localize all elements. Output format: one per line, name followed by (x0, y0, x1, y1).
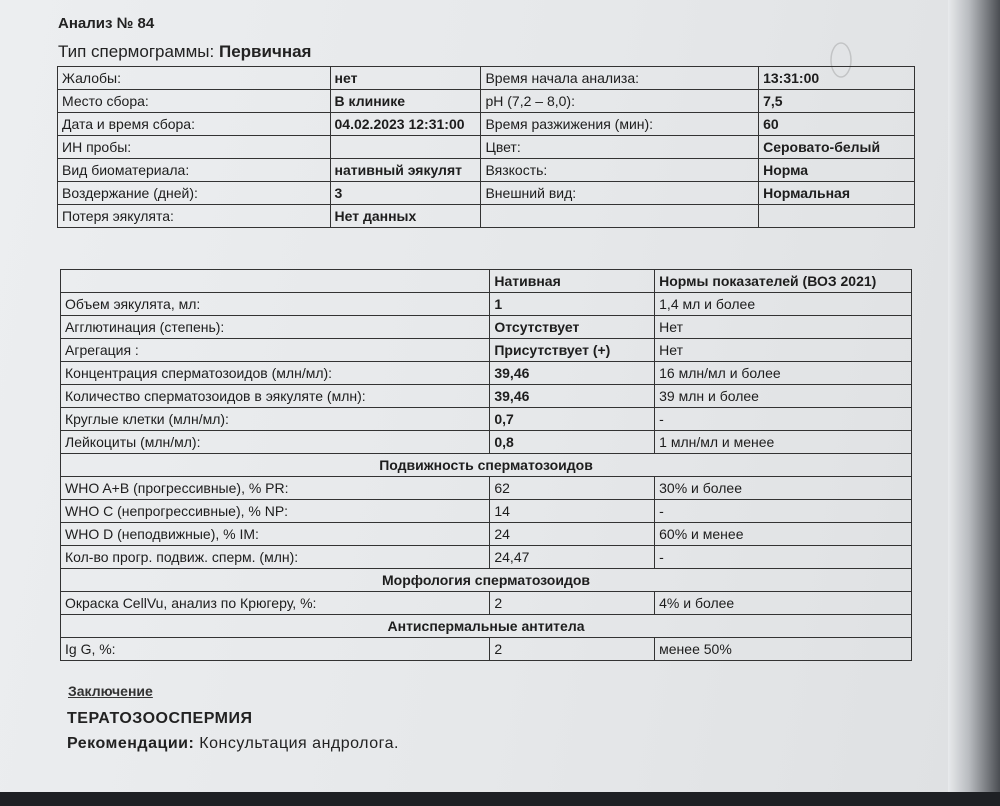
table-cell: WHO A+B (прогрессивные), % PR: (61, 477, 490, 500)
page-edge-shadow (948, 0, 1000, 806)
section-antibodies: Антиспермальные антитела (61, 615, 912, 638)
section-motility: Подвижность сперматозоидов (61, 454, 912, 477)
table-cell: Внешний вид: (481, 182, 759, 205)
table-cell: 7,5 (759, 90, 915, 113)
table-cell: менее 50% (655, 638, 912, 661)
table-cell: 24,47 (490, 546, 655, 569)
table-cell: Время разжижения (мин): (481, 113, 759, 136)
table-row (58, 182, 915, 205)
table-row (58, 113, 915, 136)
table-cell: Нет данных (330, 205, 481, 228)
info-table (57, 66, 915, 228)
table-cell: нативный эякулят (330, 159, 481, 182)
table-cell: Жалобы: (58, 67, 331, 90)
table-cell: 16 млн/мл и более (655, 362, 912, 385)
table-cell: Вязкость: (481, 159, 759, 182)
analysis-title: Анализ № 84 (58, 15, 155, 32)
table-cell: нет (330, 67, 481, 90)
table-row (58, 90, 915, 113)
table-cell: 39 млн и более (655, 385, 912, 408)
table-cell: pH (7,2 – 8,0): (481, 90, 759, 113)
table-cell: Цвет: (481, 136, 759, 159)
table-cell: Отсутствует (490, 316, 655, 339)
table-cell: Объем эякулята, мл: (61, 293, 490, 316)
table-cell: Воздержание (дней): (58, 182, 331, 205)
table-cell: Нет (655, 339, 912, 362)
table-cell: Присутствует (+) (490, 339, 655, 362)
results-table (60, 269, 912, 661)
table-cell: 4% и более (655, 592, 912, 615)
table-cell: - (655, 500, 912, 523)
table-cell: - (655, 546, 912, 569)
table-cell: 60% и менее (655, 523, 912, 546)
table-row (58, 205, 915, 228)
table-cell: 0,8 (490, 431, 655, 454)
section-morphology: Морфология сперматозоидов (61, 569, 912, 592)
table-cell: 39,46 (490, 362, 655, 385)
table-row (61, 385, 912, 408)
table-row (61, 408, 912, 431)
table-cell: Дата и время сбора: (58, 113, 331, 136)
table-cell: 1 (490, 293, 655, 316)
desk-background (0, 792, 1000, 806)
table-cell: 24 (490, 523, 655, 546)
spermogram-type (58, 42, 311, 62)
table-row (61, 500, 912, 523)
table-cell: Концентрация сперматозоидов (млн/мл): (61, 362, 490, 385)
col-native-header: Нативная (490, 270, 655, 293)
rec-value: Консультация андролога. (199, 735, 399, 752)
table-row (61, 339, 912, 362)
table-cell (330, 136, 481, 159)
table-cell: Вид биоматериала: (58, 159, 331, 182)
table-cell: 3 (330, 182, 481, 205)
table-cell: Кол-во прогр. подвиж. сперм. (млн): (61, 546, 490, 569)
recommendations (67, 735, 399, 753)
table-cell: 62 (490, 477, 655, 500)
section-morphology-row (61, 569, 912, 592)
table-cell: Лейкоциты (млн/мл): (61, 431, 490, 454)
table-cell: 2 (490, 592, 655, 615)
table-row (61, 592, 912, 615)
table-row (61, 546, 912, 569)
table-cell: Агрегация : (61, 339, 490, 362)
table-cell: В клинике (330, 90, 481, 113)
section-motility-row (61, 454, 912, 477)
table-row (61, 431, 912, 454)
table-cell: Окраска CellVu, анализ по Крюгеру, %: (61, 592, 490, 615)
table-row (58, 136, 915, 159)
table-cell: Место сбора: (58, 90, 331, 113)
table-cell: 2 (490, 638, 655, 661)
rec-label: Рекомендации: (67, 735, 195, 752)
table-cell: Серовато-белый (759, 136, 915, 159)
table-cell: Количество сперматозоидов в эякуляте (млн): (61, 385, 490, 408)
table-cell: Норма (759, 159, 915, 182)
table-row (61, 638, 912, 661)
conclusion-heading: Заключение (68, 683, 153, 699)
diagnosis: ТЕРАТОЗООСПЕРМИЯ (67, 710, 253, 727)
table-cell: Время начала анализа: (481, 67, 759, 90)
table-cell: 1,4 мл и более (655, 293, 912, 316)
table-cell: 14 (490, 500, 655, 523)
table-cell: Круглые клетки (млн/мл): (61, 408, 490, 431)
table-cell: Нормальная (759, 182, 915, 205)
results-header-row (61, 270, 912, 293)
col-norms-header: Нормы показателей (ВОЗ 2021) (655, 270, 912, 293)
table-cell: Агглютинация (степень): (61, 316, 490, 339)
table-cell (481, 205, 759, 228)
section-antibodies-row (61, 615, 912, 638)
table-cell: WHO C (непрогрессивные), % NP: (61, 500, 490, 523)
table-cell: 13:31:00 (759, 67, 915, 90)
table-cell: 60 (759, 113, 915, 136)
table-row (61, 316, 912, 339)
table-cell: 30% и более (655, 477, 912, 500)
table-row (61, 362, 912, 385)
table-cell: Ig G, %: (61, 638, 490, 661)
table-row (61, 523, 912, 546)
table-cell: - (655, 408, 912, 431)
table-row (61, 477, 912, 500)
table-cell: Потеря эякулята: (58, 205, 331, 228)
table-cell: 0,7 (490, 408, 655, 431)
table-cell: 1 млн/мл и менее (655, 431, 912, 454)
table-cell (759, 205, 915, 228)
table-cell: 04.02.2023 12:31:00 (330, 113, 481, 136)
table-cell: Нет (655, 316, 912, 339)
table-cell: WHO D (неподвижные), % IM: (61, 523, 490, 546)
table-row (61, 293, 912, 316)
table-cell: ИН пробы: (58, 136, 331, 159)
table-row (58, 67, 915, 90)
type-value: Первичная (218, 42, 312, 61)
table-cell: 39,46 (490, 385, 655, 408)
type-label: Тип спермограммы: (58, 42, 215, 61)
table-row (58, 159, 915, 182)
